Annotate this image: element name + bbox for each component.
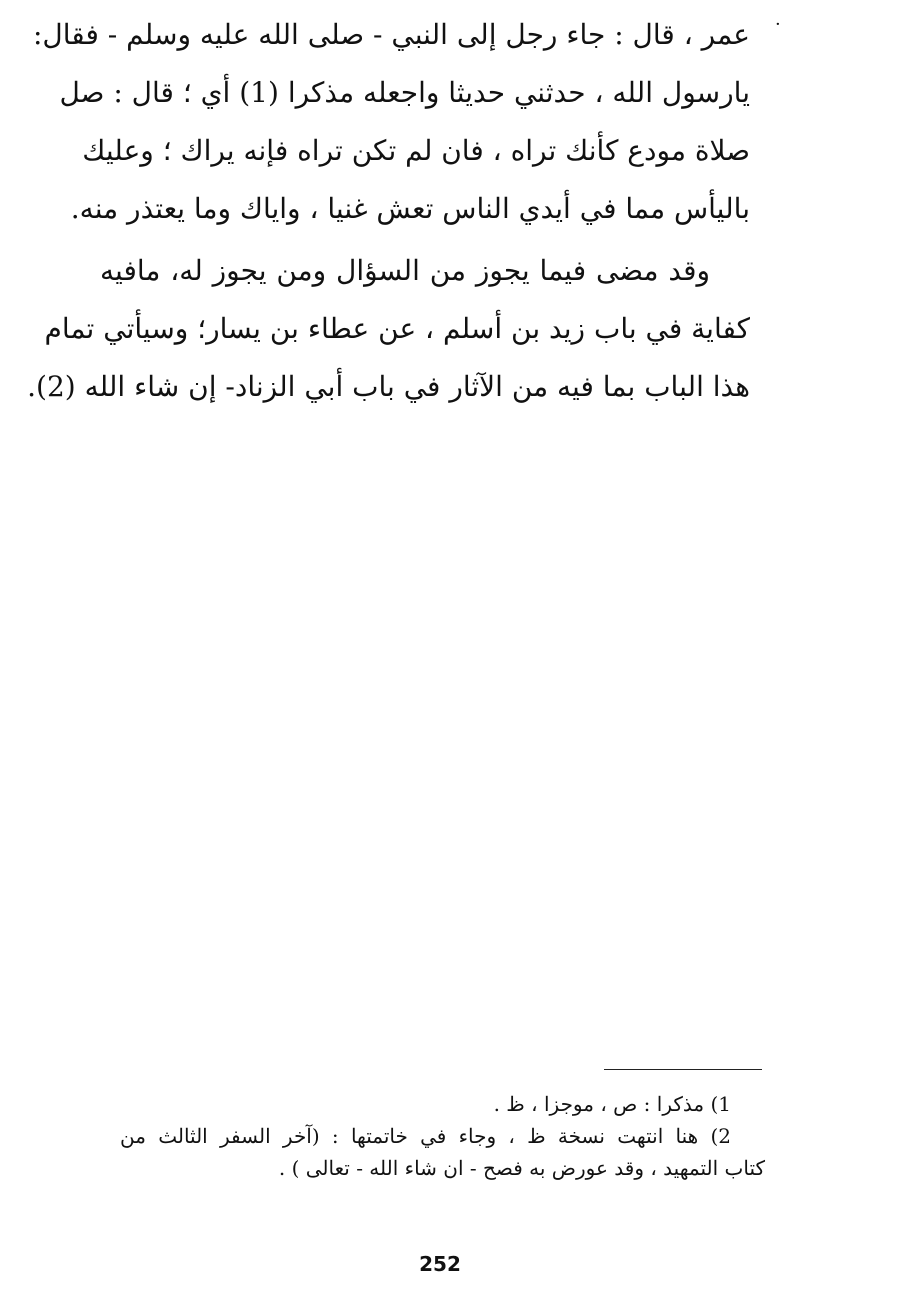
text-line: وقد مضى فيما يجوز من السؤال ومن يجوز له، مافيه bbox=[100, 254, 710, 287]
footnote-2-line: 2) هنا انتهت نسخة ظ ، وجاء في خاتمتها : (آخر السفر الثالث من bbox=[120, 1124, 731, 1148]
stray-dot: · bbox=[775, 14, 781, 35]
footnote-2-line: كتاب التمهيد ، وقد عورض به فصح - ان شاء الله - تعالى ) . bbox=[278, 1156, 765, 1180]
text-line: صلاة مودع كأنك تراه ، فان لم تكن تراه فإنه يراك ؛ وعليك bbox=[82, 134, 750, 167]
paragraph-2 bbox=[27, 242, 750, 416]
text-line: كفاية في باب زيد بن أسلم ، عن عطاء بن يسار؛ وسيأتي تمام bbox=[44, 312, 750, 345]
paragraph-1 bbox=[33, 6, 750, 238]
page-number: 252 bbox=[419, 1252, 461, 1276]
footnote-1: 1) مذكرا : ص ، موجزا ، ظ . bbox=[493, 1092, 731, 1116]
text-line: باليأس مما في أيدي الناس تعش غنيا ، واياك وما يعتذر منه. bbox=[70, 192, 750, 225]
text-line: عمر ، قال : جاء رجل إلى النبي - صلى الله عليه وسلم - فقال: bbox=[33, 18, 750, 51]
text-line: هذا الباب بما فيه من الآثار في باب أبي الزناد- إن شاء الله (2). bbox=[27, 370, 750, 403]
footnote-separator bbox=[604, 1069, 762, 1070]
footnotes bbox=[120, 1088, 765, 1184]
text-line: يارسول الله ، حدثني حديثا واجعله مذكرا (1) أي ؛ قال : صل bbox=[59, 76, 750, 109]
